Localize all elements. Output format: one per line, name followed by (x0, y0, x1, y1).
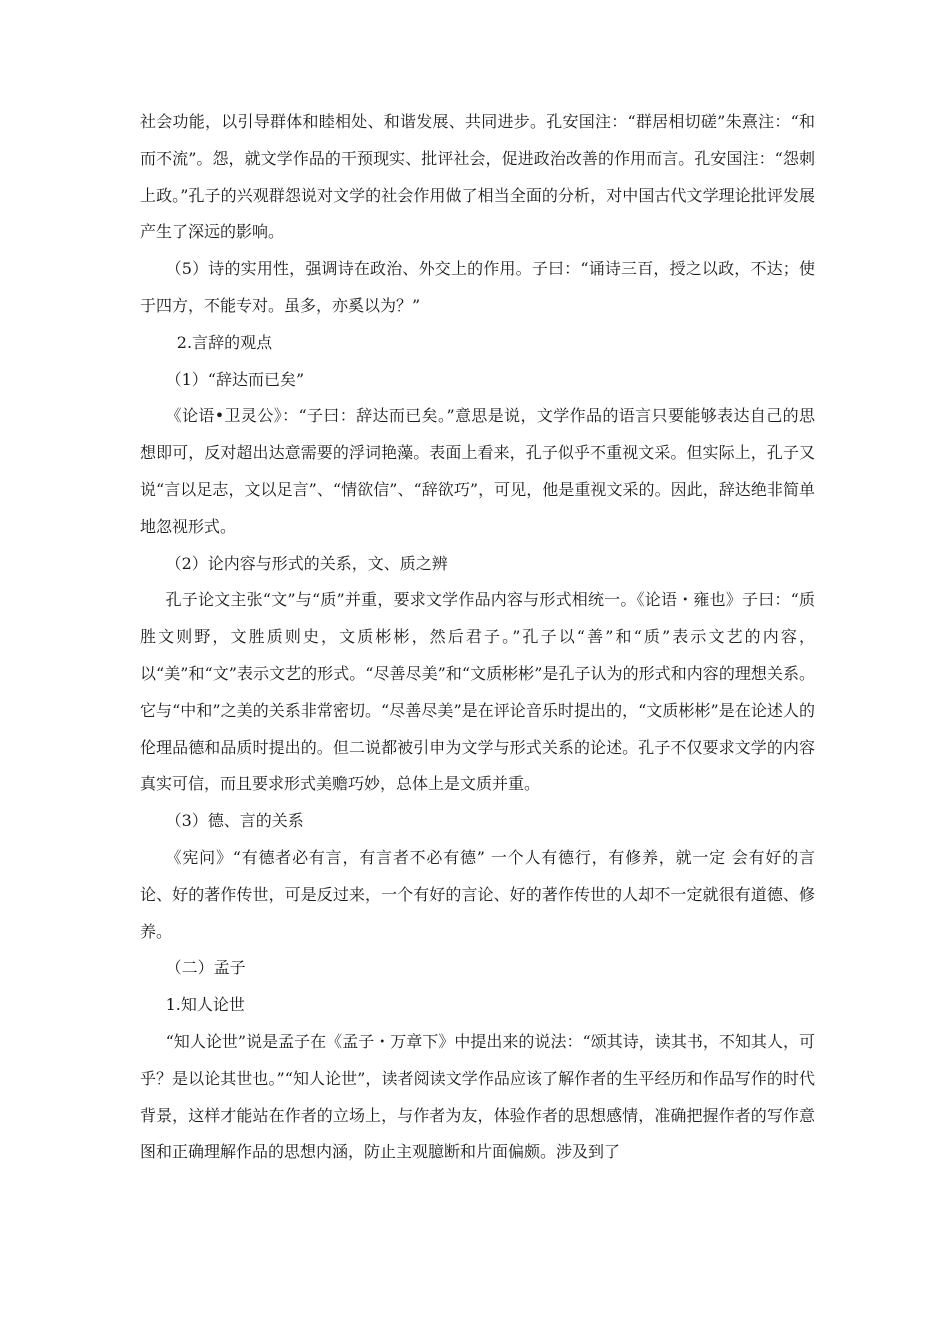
heading-speech-views: 2.言辞的观点 (176, 332, 273, 352)
paragraph-virtue-speech: 《宪问》“有德者必有言，有言者不必有德” 一个人有德行，有修养，就一定 会有好的言论、好的著作传世，可是反过来，一个有好的言论、好的著作传世的人却不一定就很有道德、修养。 (140, 847, 815, 941)
document-page (140, 104, 815, 1171)
paragraph-zhiren-lunshi: “知人论世”说是孟子在《孟子・万章下》中提出来的说法：“颂其诗，读其书，不知其人，可乎？是以论其世也。”“知人论世”，读者阅读文学作品应该了解作者的生平经历和作品写作的时代背景，这样才能站在作者的立场上，与作者为友，体验作者的思想感情，准确把握作者的写作意图和正确理解作品的思想内涵，防止主观臆断和片面偏颇。涉及到了 (140, 1031, 815, 1162)
heading-content-form: （2）论内容与形式的关系，文、质之辨 (165, 553, 448, 573)
heading-mencius: （二）孟子 (165, 958, 246, 978)
paragraph-practicality: （5）诗的实用性，强调诗在政治、外交上的作用。子曰：“诵诗三百，授之以政，不达；使于四方，不能专对。虽多，亦奚以为？” (140, 259, 815, 315)
heading-virtue-speech: （3）德、言的关系 (165, 811, 304, 831)
heading-cida: （1）“辞达而已矣” (165, 369, 305, 389)
heading-zhiren-lunshi: 1.知人论世 (165, 995, 245, 1015)
paragraph-wen-zhi: 孔子论文主张“文”与“质”并重，要求文学作品内容与形式相统一。《论语・雍也》子曰：“质胜文则野，文胜质则史，文质彬彬，然后君子。”孔子以“善”和“质”表示文艺的内容，以“美”和“文”表示文艺的形式。“尽善尽美”和“文质彬彬”是孔子认为的形式和内容的理想关系。它与“中和”之美的关系非常密切。“尽善尽美”是在评论音乐时提出的，“文质彬彬”是在论述人的伦理品德和品质时提出的。但二说都被引申为文学与形式关系的论述。孔子不仅要求文学的内容真实可信，而且要求形式美赡巧妙，总体上是文质并重。 (140, 590, 815, 794)
paragraph-cida: 《论语•卫灵公》：“子曰：辞达而已矣。”意思是说，文学作品的语言只要能够表达自己的思想即可，反对超出达意需要的浮词艳藻。表面上看来，孔子似乎不重视文采。但实际上，孔子又说“言以足志，文以足言”、“情欲信”、“辞欲巧”，可见，他是重视文采的。因此，辞达绝非简单地忽视形式。 (140, 406, 815, 536)
paragraph-social-function: 社会功能，以引导群体和睦相处、和谐发展、共同进步。孔安国注：“群居相切磋”朱熹注：“和而不流”。怨，就文学作品的干预现实、批评社会，促进政治改善的作用而言。孔安国注：“怨刺上政。”孔子的兴观群怨说对文学的社会作用做了相当全面的分析，对中国古代文学理论批评发展产生了深远的影响。 (140, 112, 815, 242)
